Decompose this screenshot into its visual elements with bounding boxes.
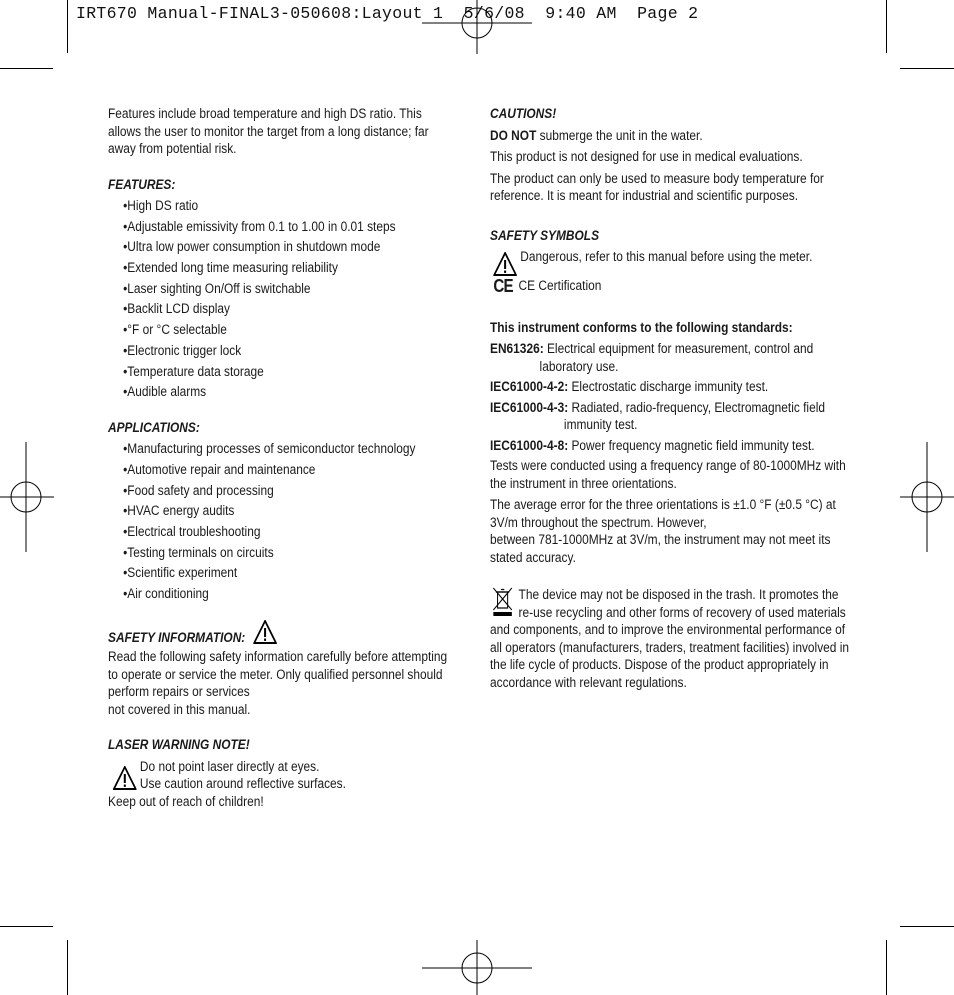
- caution-2: This product is not designed for use in medical evaluations.: [490, 149, 803, 165]
- list-item: • Testing terminals on circuits: [123, 545, 458, 563]
- laser-line-3: Keep out of reach of children!: [108, 793, 264, 810]
- standard-text: Electrostatic discharge immunity test.: [568, 379, 769, 395]
- list-item: • Extended long time measuring reliability: [123, 260, 458, 278]
- standards-heading: This instrument conforms to the following standards:: [490, 319, 793, 336]
- list-item: • HVAC energy audits: [123, 503, 458, 521]
- crop-mark: [67, 0, 68, 53]
- list-item: • Backlit LCD display: [123, 301, 458, 319]
- standard-row: [490, 341, 850, 376]
- list-item: • Scientific experiment: [123, 565, 458, 583]
- standard-code: IEC61000-4-3:: [490, 399, 569, 416]
- list-item: • Air conditioning: [123, 586, 458, 604]
- symbol-danger-text: Dangerous, refer to this manual before using the meter.: [520, 249, 813, 265]
- standard-text: Electrical equipment for measurement, control and laboratory use.: [539, 341, 814, 375]
- laser-line-1: Do not point laser directly at eyes.: [139, 758, 320, 775]
- safety-heading-label: SAFETY INFORMATION:: [108, 629, 246, 646]
- warning-icon: [493, 252, 517, 276]
- registration-mark-left: [0, 442, 54, 552]
- caution-emphasis: DO NOT: [490, 127, 537, 144]
- crop-mark: [0, 926, 53, 927]
- safety-symbols-heading: SAFETY SYMBOLS: [490, 227, 600, 244]
- printer-slug: IRT670 Manual-FINAL3-050608:Layout 1 5/6/08 9:40 AM Page 2: [76, 4, 699, 23]
- caution-3: The product can only be used to measure body temperature for reference. It is meant for industrial and scientific purposes.: [490, 170, 824, 204]
- crop-mark: [886, 940, 887, 995]
- symbol-ce-text: CE Certification: [518, 278, 602, 294]
- standard-row: [490, 379, 850, 397]
- list-item: • High DS ratio: [123, 198, 458, 216]
- symbol-danger-row: [490, 249, 850, 276]
- registration-mark-top: [422, 0, 532, 54]
- applications-list: [108, 441, 458, 603]
- crop-mark: [886, 0, 887, 53]
- safety-text-continued: not covered in this manual.: [108, 701, 251, 718]
- intro-text: Features include broad temperature and high DS ratio. This allows the user to monitor the target from a long distance; far away from potential risk.: [108, 106, 429, 157]
- caution-1-text: submerge the unit in the water.: [536, 127, 703, 144]
- average-error-text: The average error for the three orientations is ±1.0 °F (±0.5 °C) at 3V/m throughout the spectrum. However,: [490, 497, 836, 531]
- list-item: • Automotive repair and maintenance: [123, 462, 458, 480]
- registration-mark-right: [900, 442, 954, 552]
- features-heading: FEATURES:: [108, 176, 176, 193]
- standard-code: IEC61000-4-8:: [490, 437, 569, 454]
- safety-text: Read the following safety information carefully before attempting to operate or service the meter. Only qualified personnel should perform repairs or services: [108, 649, 448, 700]
- applications-heading: APPLICATIONS:: [108, 419, 200, 436]
- standard-code: EN61326:: [490, 341, 544, 357]
- standard-text: Radiated, radio-frequency, Electromagnetic field immunity test.: [563, 399, 825, 433]
- average-error-text-continued: between 781-1000MHz at 3V/m, the instrument may not meet its stated accuracy.: [490, 532, 831, 566]
- tests-text: Tests were conducted using a frequency range of 80-1000MHz with the instrument in three orientations.: [490, 458, 846, 492]
- standard-text: Power frequency magnetic field immunity test.: [568, 437, 815, 454]
- symbol-ce-row: [490, 278, 850, 296]
- features-list: [108, 198, 458, 402]
- disposal-text: The device may not be disposed in the trash. It promotes the re-use recycling and other forms of recovery of used materials and components, and to improve the environmental performance of all operators (manufacturers, traders, treatment facilities) involved in the life cycle of products. Dispose of the product appropriately in accordance with relevant regulations.: [490, 587, 850, 691]
- safety-information-heading: [108, 620, 458, 648]
- laser-warning-heading: LASER WARNING NOTE!: [108, 737, 250, 753]
- list-item: • Electronic trigger lock: [123, 343, 458, 361]
- list-item: • Ultra low power consumption in shutdown mode: [123, 239, 458, 257]
- standard-row: [490, 400, 850, 435]
- caution-1: [490, 128, 850, 146]
- list-item: • Manufacturing processes of semiconductor technology: [123, 441, 458, 459]
- list-item: • Food safety and processing: [123, 483, 458, 501]
- crop-mark: [67, 940, 68, 995]
- laser-warning-row: [108, 759, 458, 794]
- list-item: • Audible alarms: [123, 384, 458, 402]
- list-item: • °F or °C selectable: [123, 322, 458, 340]
- laser-line-2: Use caution around reflective surfaces.: [139, 776, 346, 792]
- disposal-block: [490, 587, 850, 692]
- list-item: • Temperature data storage: [123, 364, 458, 382]
- ce-mark-icon: CE: [493, 276, 513, 296]
- crop-mark: [900, 68, 954, 69]
- left-column: [108, 106, 458, 811]
- list-item: • Electrical troubleshooting: [123, 524, 458, 542]
- warning-icon: [254, 620, 278, 644]
- standard-code: IEC61000-4-2:: [490, 379, 569, 395]
- warning-icon: [113, 766, 137, 790]
- crossed-bin-icon: [490, 587, 515, 617]
- crop-mark: [0, 68, 53, 69]
- registration-mark-bottom: [422, 940, 532, 995]
- standard-row: [490, 438, 850, 456]
- list-item: • Laser sighting On/Off is switchable: [123, 281, 458, 299]
- right-column: [490, 106, 850, 692]
- cautions-heading: CAUTIONS!: [490, 106, 557, 122]
- list-item: • Adjustable emissivity from 0.1 to 1.00 in 0.01 steps: [123, 219, 458, 237]
- crop-mark: [900, 926, 954, 927]
